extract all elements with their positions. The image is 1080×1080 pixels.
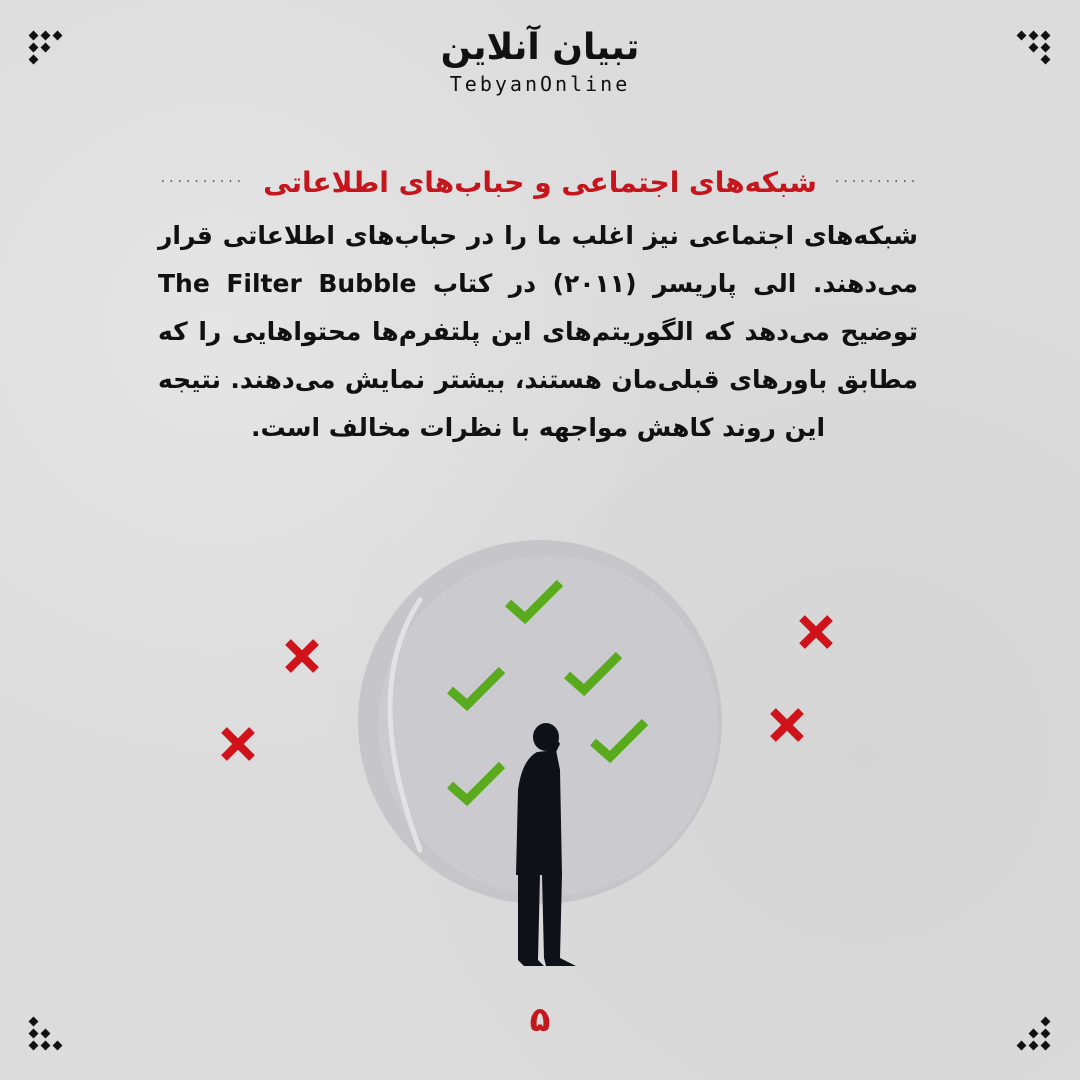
page-number: ۵ [529, 1000, 551, 1040]
cross-icon [802, 618, 830, 646]
title-dots-left: ·········· [160, 174, 246, 190]
brand-name-fa: تبیان آنلاین [440, 27, 640, 68]
cross-icon [773, 711, 801, 739]
cross-icon [288, 642, 316, 670]
page-title: شبکه‌های اجتماعی و حباب‌های اطلاعاتی [263, 165, 817, 199]
cross-icon [224, 730, 252, 758]
body-paragraph: شبکه‌های اجتماعی نیز اغلب ما را در حباب‌های اطلاعاتی قرار می‌دهند. الی پاریسر (۲۰۱۱) در کتاب The Filter Bubble توضیح می‌دهد که الگوریتم‌های این پلتفرم‌ها محتواهایی را که مطابق باورهای قبلی‌مان هستند، بیشتر نمایش می‌دهند. نتیجه این روند کاهش مواجهه با نظرات مخالف است. [158, 221, 918, 442]
brand-name-en: TebyanOnline [449, 72, 631, 96]
title-dots-right: ·········· [834, 174, 920, 190]
